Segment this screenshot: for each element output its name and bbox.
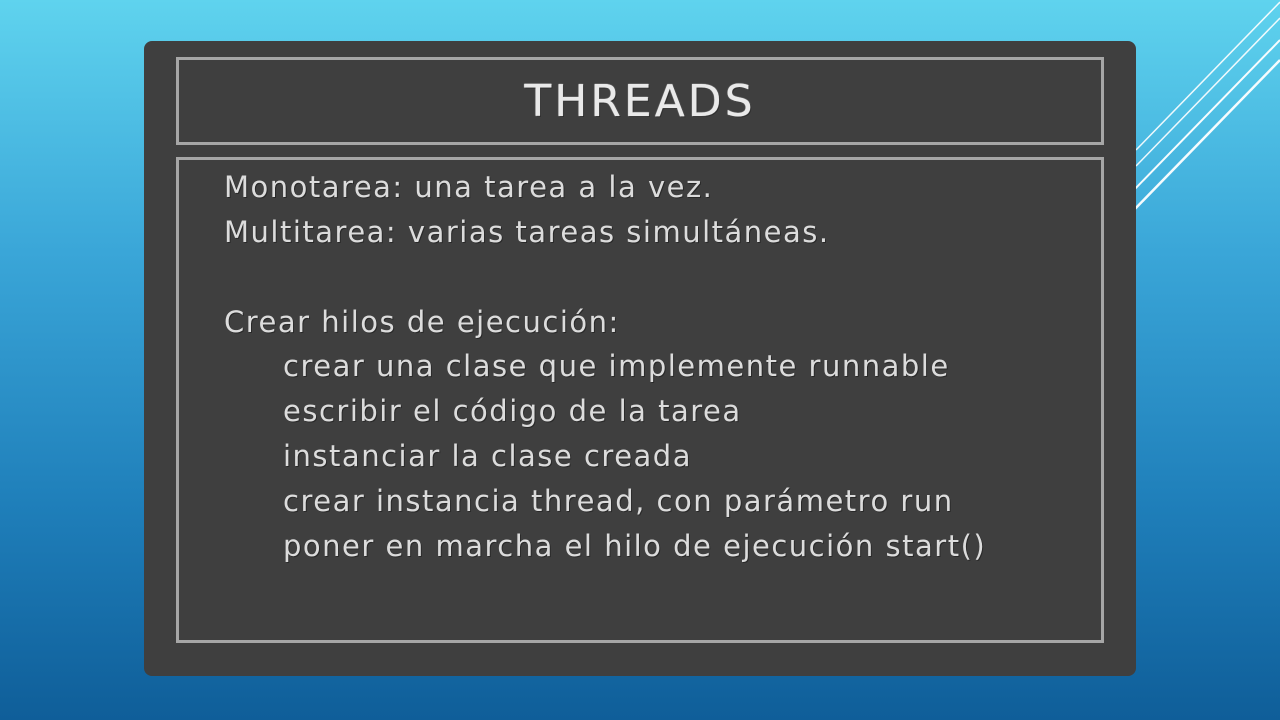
chalkboard [144, 41, 1136, 676]
decorative-lines [1130, 0, 1280, 215]
text-line-crear-hilos: Crear hilos de ejecución: [224, 305, 620, 339]
step-item: poner en marcha el hilo de ejecución start() [283, 529, 987, 563]
step-item: crear instancia thread, con parámetro run [283, 484, 954, 518]
step-item: crear una clase que implemente runnable [283, 349, 950, 383]
title-frame [176, 57, 1104, 145]
step-item: instanciar la clase creada [283, 439, 692, 473]
text-line-multitarea: Multitarea: varias tareas simultáneas. [224, 215, 830, 249]
slide-title: THREADS [524, 75, 756, 127]
text-line-monotarea: Monotarea: una tarea a la vez. [224, 170, 714, 204]
content-frame [176, 157, 1104, 643]
step-item: escribir el código de la tarea [283, 394, 742, 428]
